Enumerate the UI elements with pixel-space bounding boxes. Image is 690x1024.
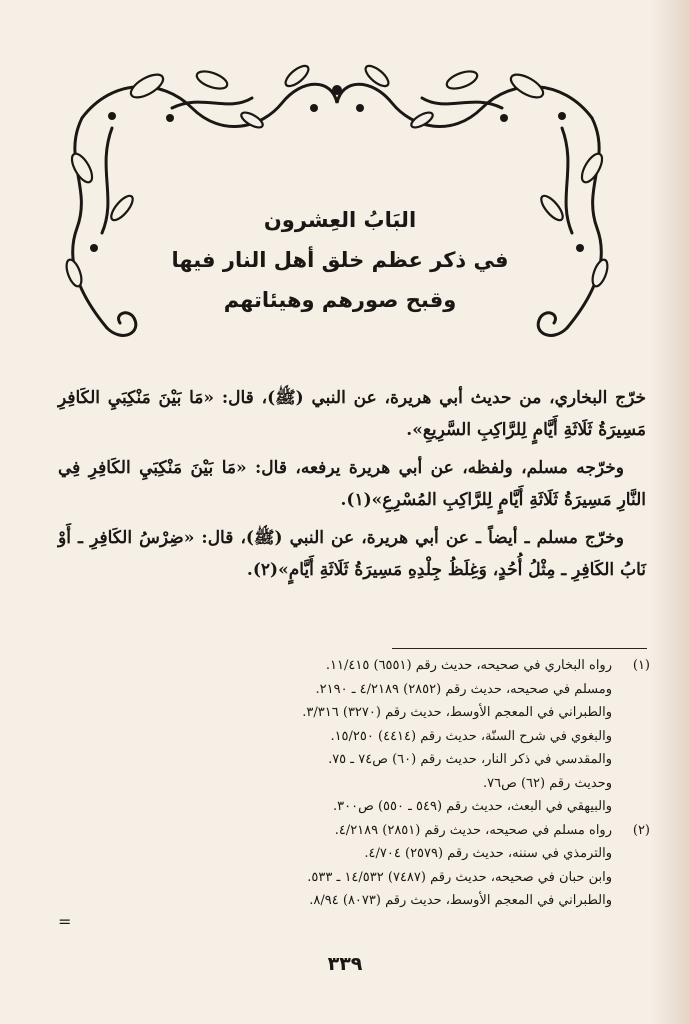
footnote-line: والبيهقي في البعث، حديث رقم (٥٤٩ ـ ٥٥٠) ص٣٠٠. xyxy=(333,799,612,814)
footnote-line: وحديث رقم (٦٢) ص٧٦. xyxy=(482,775,612,791)
paragraph-3: وخرّج مسلم ـ أيضاً ـ عن أبي هريرة، عن النبي (ﷺ)، قال: «ضِرْسُ الكَافِرِ ـ أَوْ نَابُ الكَافِرِ ـ مِثْلُ أُحُدٍ، وَغِلَظُ جِلْدِهِ مَسِيرَةُ ثَلَاثَةِ أَيَّامٍ»(٢). xyxy=(58,528,646,580)
continuation-mark: = xyxy=(58,912,72,931)
chapter-heading xyxy=(140,200,540,320)
footnote-number: (١) xyxy=(632,658,650,673)
main-text xyxy=(58,382,646,592)
chapter-number: البَابُ العِشرون xyxy=(263,208,417,232)
footnotes xyxy=(58,654,650,913)
footnote-line: والطبراني في المعجم الأوسط، حديث رقم (٣٢٧٠) ٣/٣١٦. xyxy=(302,705,612,720)
footnote-line: رواه مسلم في صحيحه، حديث رقم (٢٨٥١) ٤/٢١٨٩. xyxy=(334,822,612,838)
footnote-2 xyxy=(58,819,650,913)
footnote-line: والمقدسي في ذكر النار، حديث رقم (٦٠) ص٧٤ ـ ٧٥. xyxy=(328,752,612,767)
footnote-line: وابن حبان في صحيحه، حديث رقم (٧٤٨٧) ١٤/٥٣٢ ـ ٥٣٣. xyxy=(307,869,612,885)
footnote-line: والبغوي في شرح السنّة، حديث رقم (٤٤١٤) ١٥/٢٥٠. xyxy=(330,728,612,744)
chapter-title-line-1: في ذكر عظم خلق أهل النار فيها xyxy=(171,248,509,272)
footnote-line: والترمذي في سننه، حديث رقم (٢٥٧٩) ٤/٧٠٤. xyxy=(364,846,612,861)
footnote-number: (٢) xyxy=(632,822,650,838)
page-edge-shadow xyxy=(650,0,690,1024)
paragraph-2: وخرّجه مسلم، ولفظه، عن أبي هريرة يرفعه، قال: «مَا بَيْنَ مَنْكِبَيِ الكَافِرِ فِي النَّارِ مَسِيرَةُ ثَلَاثَةِ أَيَّامٍ لِلرَّاكِبِ المُسْرِعِ»(١). xyxy=(58,458,646,510)
footnote-line: ومسلم في صحيحه، حديث رقم (٢٨٥٢) ٤/٢١٨٩ ـ ٢١٩٠. xyxy=(315,681,612,697)
chapter-title-line-2: وقبح صورهم وهيئاتهم xyxy=(223,288,457,312)
footnote-1 xyxy=(58,654,650,819)
footnote-line: والطبراني في المعجم الأوسط، حديث رقم (٨٠٧٣) ٨/٩٤. xyxy=(309,893,612,908)
page-number: ٣٣٩ xyxy=(327,953,363,975)
footnote-divider xyxy=(392,648,647,649)
footnote-line: رواه البخاري في صحيحه، حديث رقم (٦٥٥١) ١١/٤١٥. xyxy=(325,658,612,673)
paragraph-1: خرّج البخاري، من حديث أبي هريرة، عن النبي (ﷺ)، قال: «مَا بَيْنَ مَنْكِبَيِ الكَافِرِ مَسِيرَةُ ثَلَاثَةِ أَيَّامٍ لِلرَّاكِبِ السَّرِيعِ». xyxy=(58,388,646,440)
